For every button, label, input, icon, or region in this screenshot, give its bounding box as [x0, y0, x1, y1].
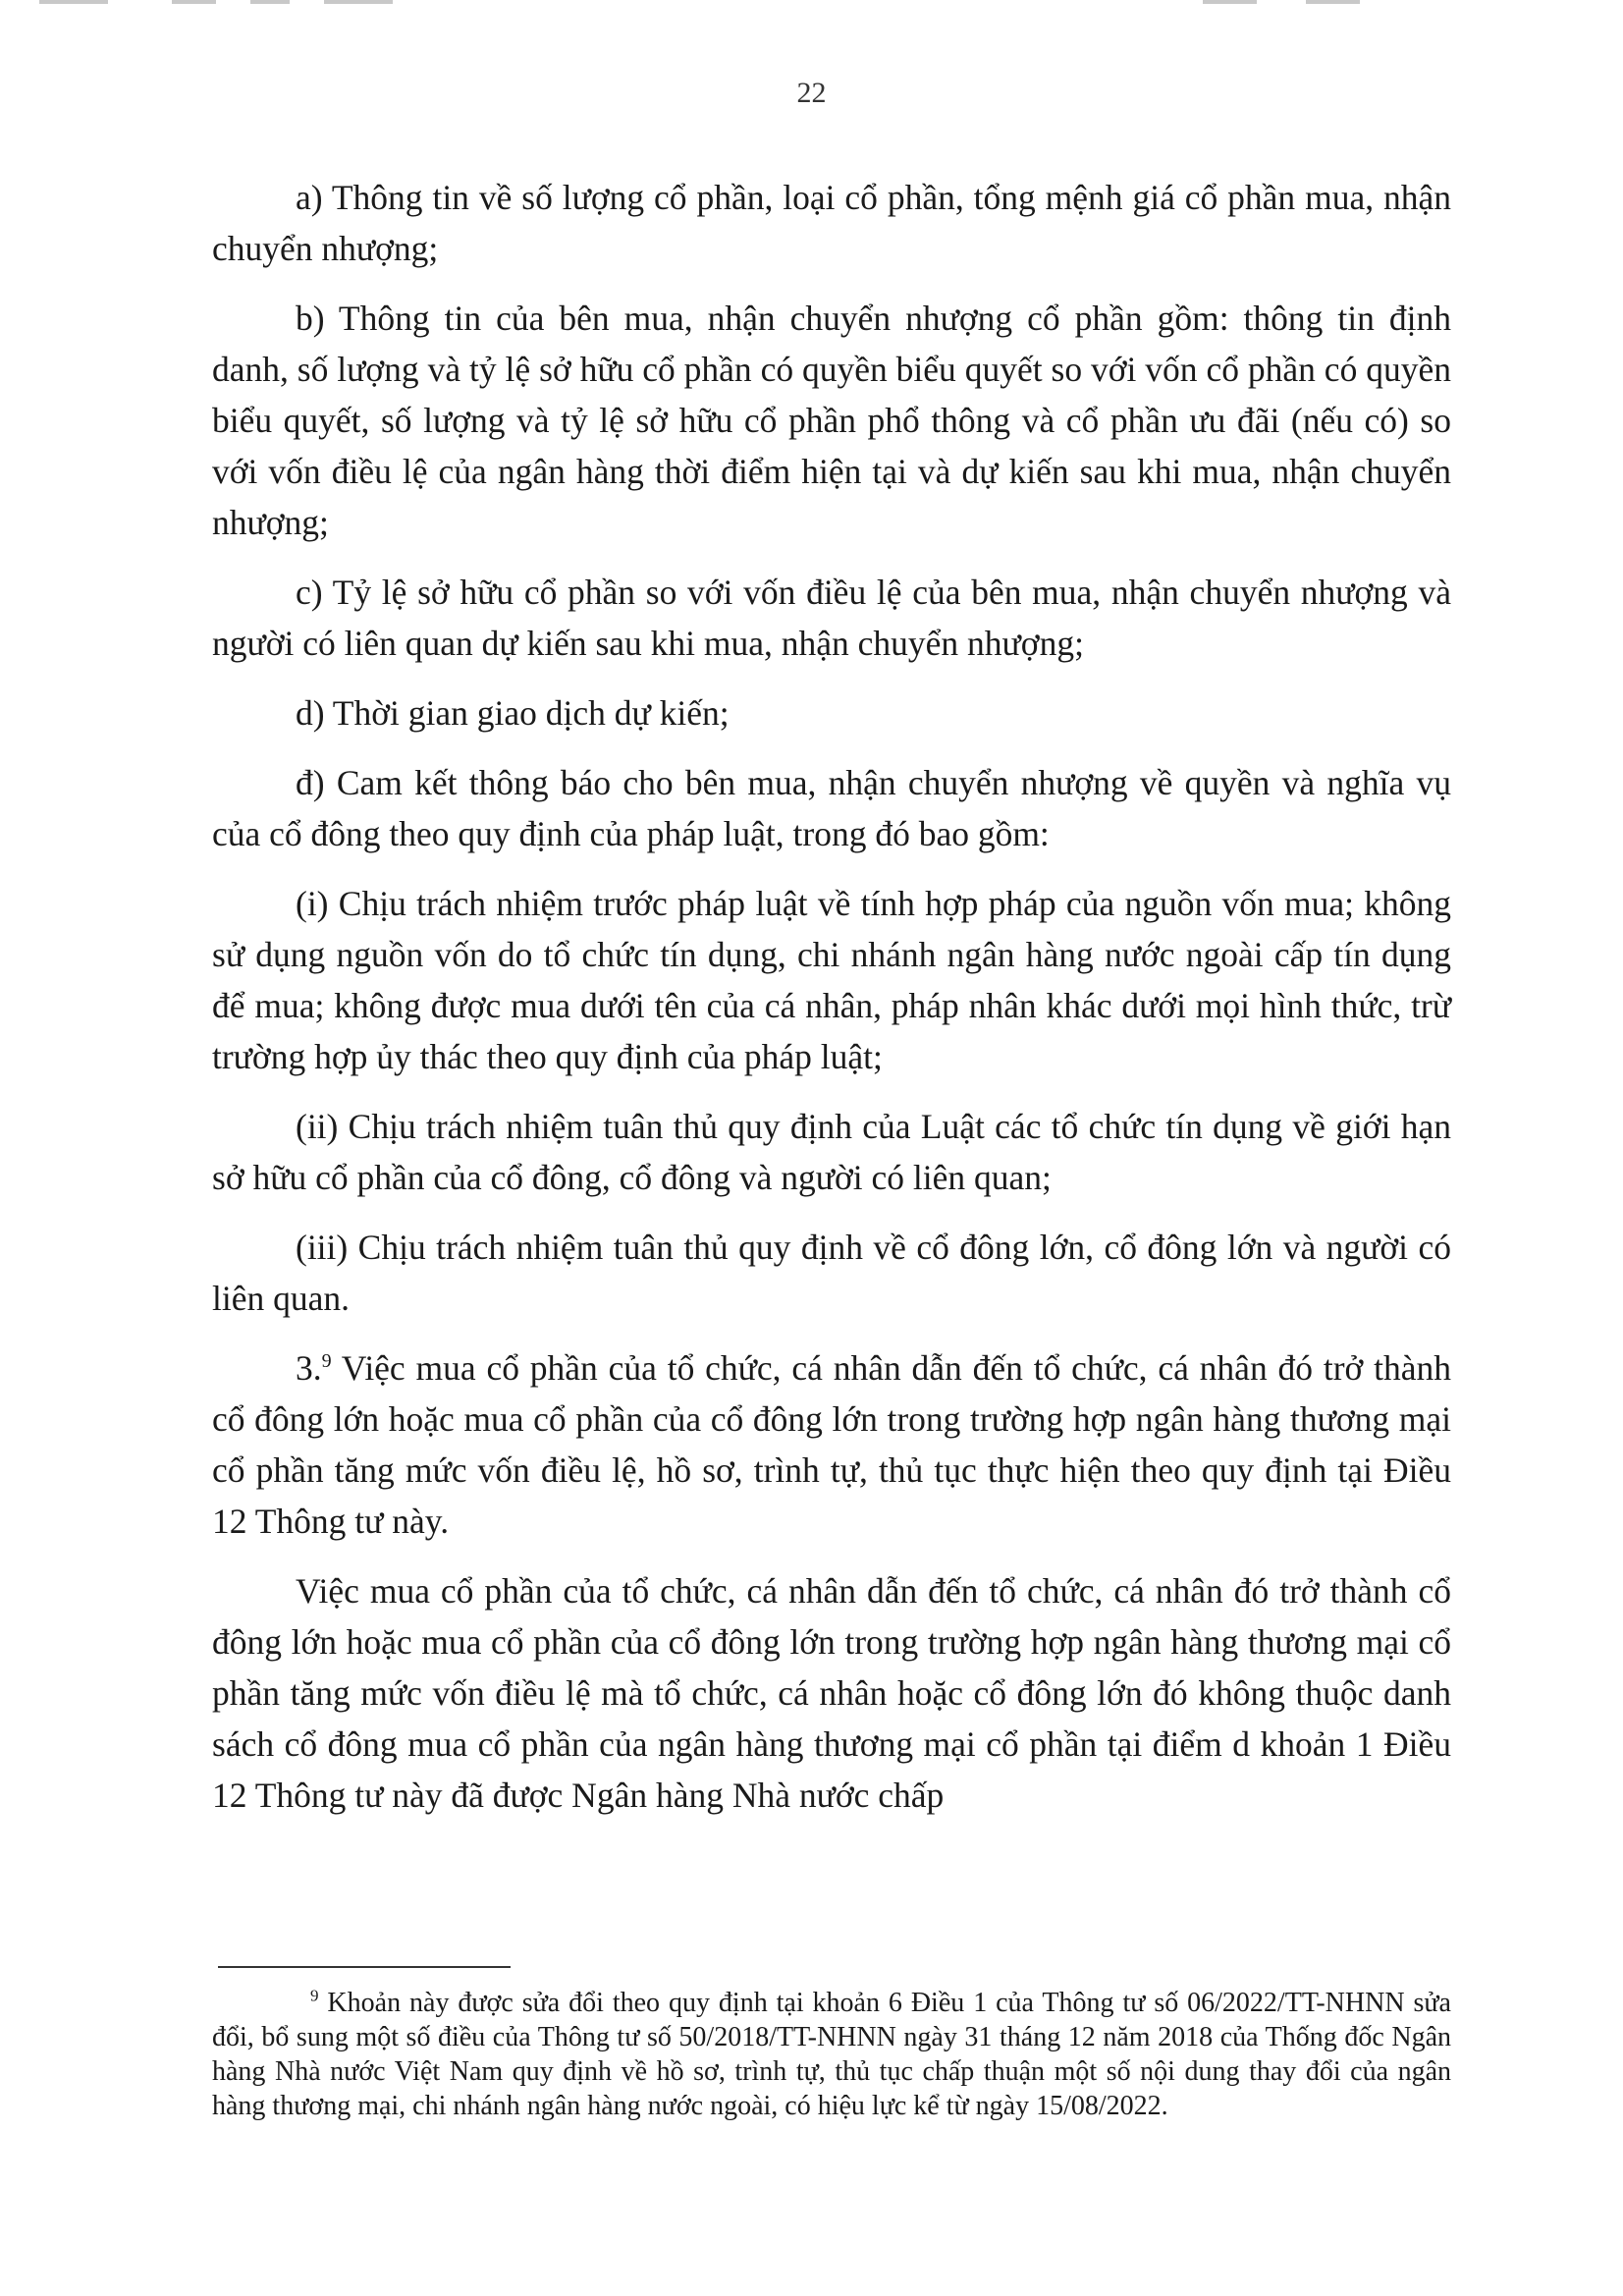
- sub-item-iii: (iii) Chịu trách nhiệm tuân thủ quy định về cổ đông lớn, cổ đông lớn và người có liên quan.: [212, 1228, 1451, 1318]
- final-paragraph: Việc mua cổ phần của tổ chức, cá nhân dẫn đến tổ chức, cá nhân đó trở thành cổ đông lớn hoặc mua cổ phần của cổ đông lớn trong trường hợp ngân hàng thương mại cổ phần tăng mức vốn điều lệ mà tổ chức, cá nhân hoặc cổ đông lớn đó không thuộc danh sách cổ đông mua cổ phần của ngân hàng thương mại cổ phần tại điểm d khoản 1 Điều 12 Thông tư này đã được Ngân hàng Nhà nước chấp: [212, 1571, 1451, 1815]
- item-dd: đ) Cam kết thông báo cho bên mua, nhận chuyển nhượng về quyền và nghĩa vụ của cổ đông theo quy định của pháp luật, trong đó bao gồm:: [212, 763, 1451, 853]
- scan-artifact: [324, 0, 393, 4]
- scan-artifact: [1203, 0, 1257, 4]
- clause-3-text: Việc mua cổ phần của tổ chức, cá nhân dẫn đến tổ chức, cá nhân đó trở thành cổ đông lớn hoặc mua cổ phần của cổ đông lớn trong trường hợp ngân hàng thương mại cổ phần tăng mức vốn điều lệ, hồ sơ, trình tự, thủ tục thực hiện theo quy định tại Điều 12 Thông tư này.: [212, 1348, 1451, 1541]
- scan-artifact: [172, 0, 216, 4]
- clause-3: [212, 1342, 1451, 1547]
- scan-artifact: [39, 0, 108, 4]
- footnote-separator: [218, 1966, 511, 1968]
- clause-3-number: 3.: [296, 1348, 322, 1388]
- footnote: [212, 1986, 1451, 2123]
- sub-item-i: (i) Chịu trách nhiệm trước pháp luật về tính hợp pháp của nguồn vốn mua; không sử dụng nguồn vốn do tổ chức tín dụng, chi nhánh ngân hàng nước ngoài cấp tín dụng để mua; không được mua dưới tên của cá nhân, pháp nhân khác dưới mọi hình thức, trừ trường hợp ủy thác theo quy định của pháp luật;: [212, 884, 1451, 1076]
- scan-artifact: [1306, 0, 1360, 4]
- item-d: d) Thời gian giao dịch dự kiến;: [296, 693, 730, 733]
- item-c: c) Tỷ lệ sở hữu cổ phần so với vốn điều lệ của bên mua, nhận chuyển nhượng và người có liên quan dự kiến sau khi mua, nhận chuyển nhượng;: [212, 573, 1451, 663]
- item-b: b) Thông tin của bên mua, nhận chuyển nhượng cổ phần gồm: thông tin định danh, số lượng và tỷ lệ sở hữu cổ phần có quyền biểu quyết so với vốn cổ phần có quyền biểu quyết, số lượng và tỷ lệ sở hữu cổ phần phổ thông và cổ phần ưu đãi (nếu có) so với vốn điều lệ của ngân hàng thời điểm hiện tại và dự kiến sau khi mua, nhận chuyển nhượng;: [212, 299, 1451, 542]
- footnote-marker: 9: [310, 1986, 319, 2005]
- sub-item-ii: (ii) Chịu trách nhiệm tuân thủ quy định của Luật các tổ chức tín dụng về giới hạn sở hữu cổ phần của cổ đông, cổ đông và người có liên quan;: [212, 1107, 1451, 1197]
- scan-artifact: [250, 0, 290, 4]
- item-a: a) Thông tin về số lượng cổ phần, loại cổ phần, tổng mệnh giá cổ phần mua, nhận chuyển nhượng;: [212, 178, 1451, 268]
- page-number: 22: [796, 77, 827, 109]
- footnote-text: Khoản này được sửa đổi theo quy định tại khoản 6 Điều 1 của Thông tư số 06/2022/TT-NHNN sửa đổi, bổ sung một số điều của Thông tư số 50/2018/TT-NHNN ngày 31 tháng 12 năm 2018 của Thống đốc Ngân hàng Nhà nước Việt Nam quy định về hồ sơ, trình tự, thủ tục chấp thuận một số nội dung thay đổi của ngân hàng thương mại, chi nhánh ngân hàng nước ngoài, có hiệu lực kể từ ngày 15/08/2022.: [212, 1988, 1451, 2121]
- document-body: [212, 172, 1451, 1839]
- footnote-reference: 9: [321, 1350, 332, 1373]
